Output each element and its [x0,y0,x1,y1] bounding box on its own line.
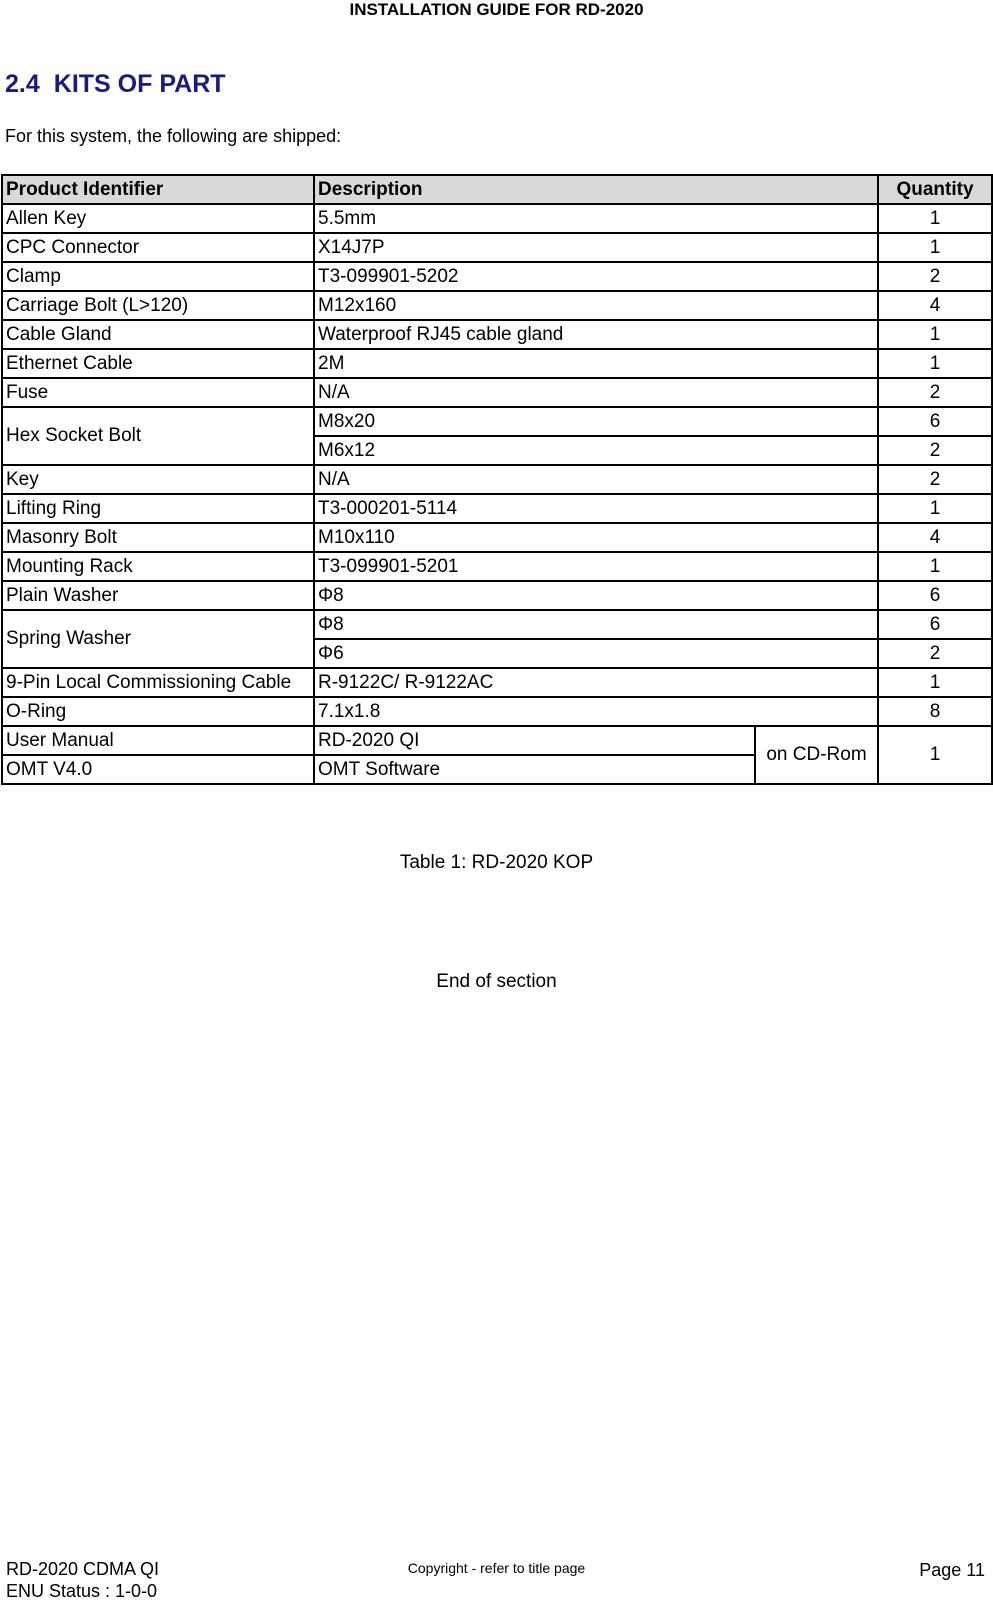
table-row [2,291,992,320]
quantity-cell: 8 [878,697,992,726]
quantity-cell: 2 [878,436,992,465]
product-cell: Carriage Bolt (L>120) [2,291,314,320]
section-title: KITS OF PART [53,70,226,98]
table-header-row [2,175,992,204]
page-header-title: INSTALLATION GUIDE FOR RD-2020 [349,0,644,19]
quantity-cell: 2 [878,262,992,291]
table-row [2,378,992,407]
quantity-cell: 2 [878,378,992,407]
description-cell: 7.1x1.8 [314,697,878,726]
description-cell: 5.5mm [314,204,878,233]
quantity-cell: 2 [878,465,992,494]
media-cell: on CD-Rom [755,726,878,784]
description-cell: M12x160 [314,291,878,320]
product-cell: Ethernet Cable [2,349,314,378]
quantity-cell: 1 [878,233,992,262]
footer-status: ENU Status : 1-0-0 [6,1581,158,1601]
quantity-cell: 1 [878,552,992,581]
product-cell: Mounting Rack [2,552,314,581]
description-cell: Φ8 [314,610,878,639]
description-cell: Φ6 [314,639,878,668]
description-cell: X14J7P [314,233,878,262]
quantity-cell: 6 [878,581,992,610]
quantity-cell: 6 [878,610,992,639]
table-row [2,523,992,552]
quantity-cell: 2 [878,639,992,668]
table-row [2,668,992,697]
description-cell: M10x110 [314,523,878,552]
product-cell: Lifting Ring [2,494,314,523]
product-cell: Plain Washer [2,581,314,610]
quantity-cell: 4 [878,523,992,552]
description-cell: M8x20 [314,407,878,436]
header-quantity: Quantity [878,175,992,204]
footer-copyright: Copyright - refer to title page [407,1560,586,1576]
quantity-cell: 1 [878,494,992,523]
description-cell: T3-099901-5201 [314,552,878,581]
description-cell: OMT Software [314,755,755,784]
quantity-cell: 1 [878,320,992,349]
table-row [2,349,992,378]
table-row [2,407,992,436]
intro-text: For this system, the following are shipped: [5,126,342,146]
table-caption: Table 1: RD-2020 KOP [399,852,594,873]
product-cell: Hex Socket Bolt [2,407,314,465]
description-cell: RD-2020 QI [314,726,755,755]
kit-of-parts-table [1,174,993,785]
table-row [2,552,992,581]
product-cell: CPC Connector [2,233,314,262]
product-cell: Masonry Bolt [2,523,314,552]
quantity-cell: 1 [878,349,992,378]
quantity-cell: 1 [878,204,992,233]
table-row [2,204,992,233]
quantity-cell: 6 [878,407,992,436]
table-row [2,581,992,610]
description-cell: T3-099901-5202 [314,262,878,291]
footer-page-number: Page 11 [919,1560,985,1580]
quantity-cell: 1 [878,668,992,697]
table-row [2,233,992,262]
product-cell: Spring Washer [2,610,314,668]
header-product-identifier: Product Identifier [2,175,314,204]
table-row [2,320,992,349]
table-row [2,697,992,726]
product-cell: O-Ring [2,697,314,726]
section-number: 2.4 [5,70,40,98]
header-description: Description [314,175,878,204]
description-cell: T3-000201-5114 [314,494,878,523]
section-heading [5,70,226,99]
footer-doc-id: RD-2020 CDMA QI [6,1559,160,1579]
table-row [2,726,992,755]
table-row [2,465,992,494]
description-cell: M6x12 [314,436,878,465]
table-row [2,610,992,639]
description-cell: Waterproof RJ45 cable gland [314,320,878,349]
description-cell: Φ8 [314,581,878,610]
product-cell: Key [2,465,314,494]
description-cell: 2M [314,349,878,378]
description-cell: N/A [314,465,878,494]
quantity-cell: 4 [878,291,992,320]
table-row [2,494,992,523]
product-cell: OMT V4.0 [2,755,314,784]
product-cell: Clamp [2,262,314,291]
product-cell: Allen Key [2,204,314,233]
quantity-cell: 1 [878,726,992,784]
table-row [2,262,992,291]
description-cell: N/A [314,378,878,407]
product-cell: Cable Gland [2,320,314,349]
product-cell: User Manual [2,726,314,755]
end-of-section-text: End of section [436,971,557,992]
product-cell: 9-Pin Local Commissioning Cable [2,668,314,697]
product-cell: Fuse [2,378,314,407]
description-cell: R-9122C/ R-9122AC [314,668,878,697]
